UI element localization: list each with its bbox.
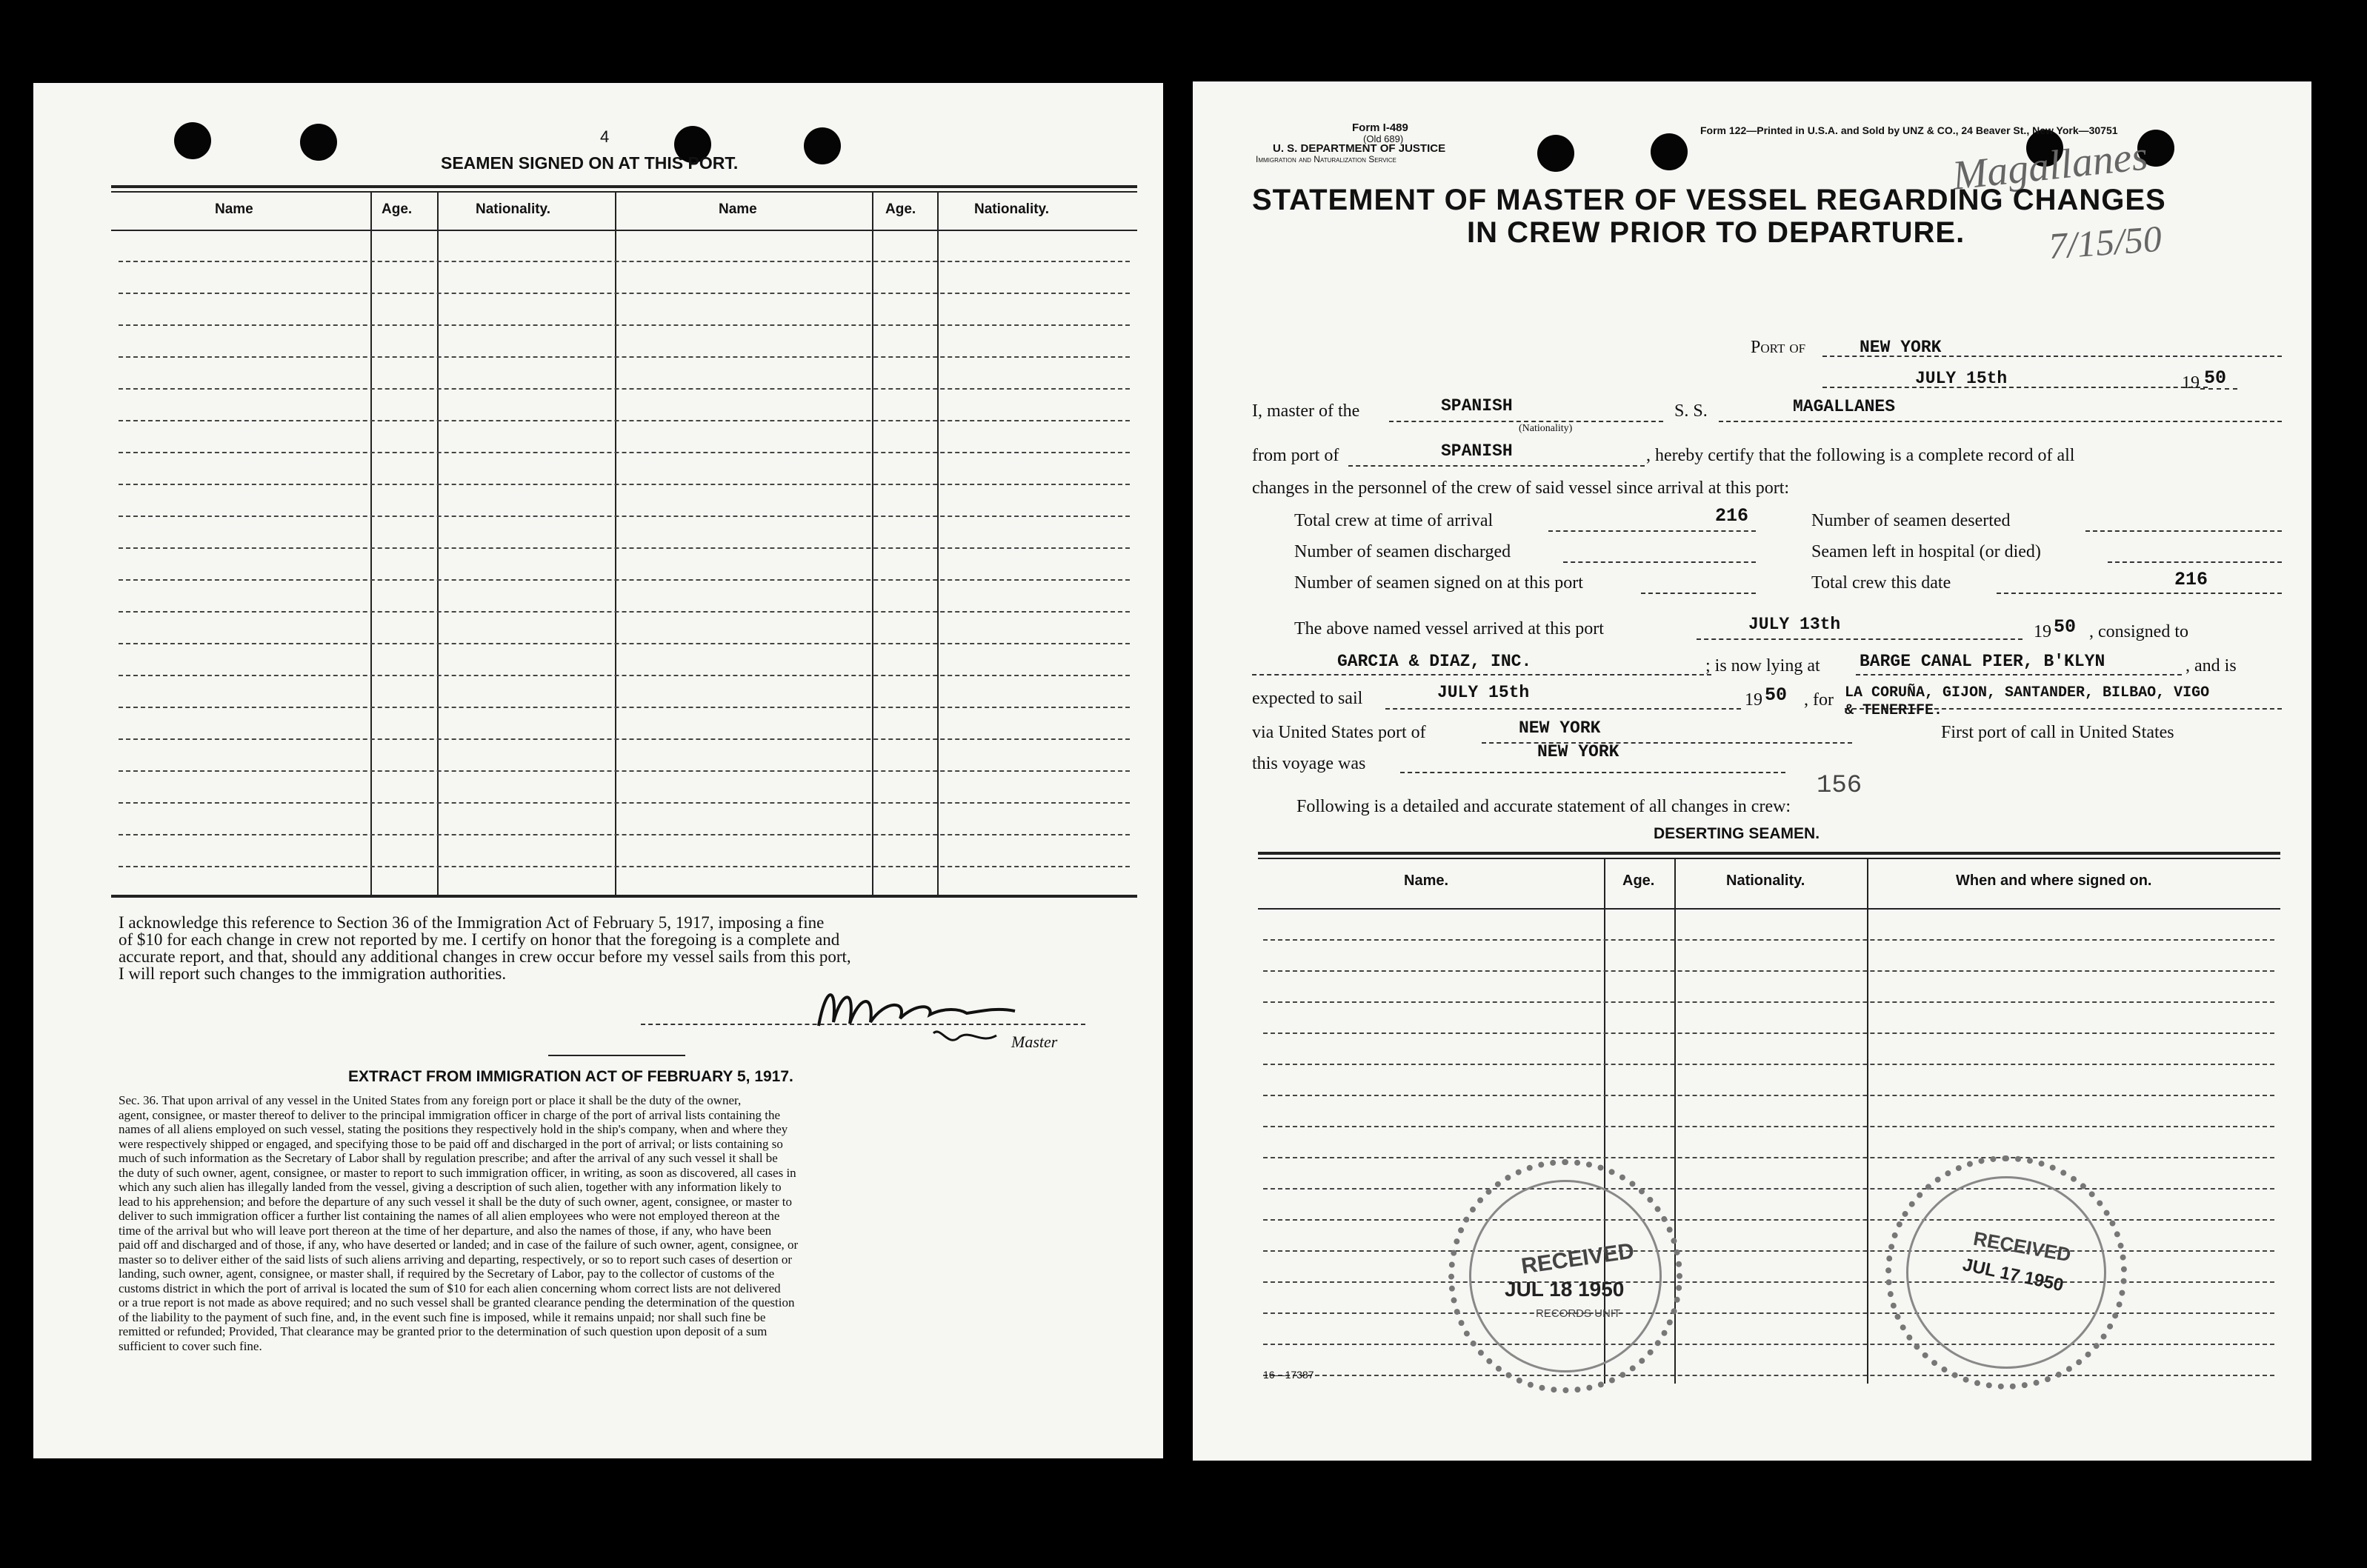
from-port-value: SPANISH [1441,441,1513,461]
extract-line: were respectively shipped or engaged, and specifying those to be paid off and discharged in the port of arrival; or lists containing so [119,1136,783,1151]
extract-line: the duty of such owner, agent, consignee, or master to report to such immigration officer, in writing, as soon as discovered, all cases in [119,1165,796,1180]
punch-hole [1651,133,1688,170]
table-row [119,324,1130,326]
deserting-header-signed-on: When and where signed on. [1956,873,2152,889]
table-row [119,707,1130,708]
table-row [119,675,1130,676]
total-crew-arrival-label: Total crew at time of arrival [1294,511,1494,530]
extract-line: deliver to such immigration officer a further list containing the names of all alien employees who were not employed thereon at the [119,1209,780,1223]
table-row [119,866,1130,867]
right-page [1193,81,2311,1461]
table-row [119,643,1130,644]
table-row [119,356,1130,358]
table-row [1263,1375,2274,1376]
table-row [119,770,1130,772]
signed-on-label: Number of seamen signed on at this port [1294,573,1583,593]
stamped-number: 156 [1817,772,1862,800]
and-is-label: , and is [2185,656,2237,675]
table-row [1263,1344,2274,1345]
extract-line: Sec. 36. That upon arrival of any vessel in the United States from any foreign port or place it shall be the duty of the owner, [119,1093,742,1107]
table-row [1263,1095,2274,1096]
table-row [119,834,1130,835]
discharged-label: Number of seamen discharged [1294,542,1511,561]
arrived-year-prefix: 19 [2034,622,2051,641]
handwritten-date: 7/15/50 [2047,217,2163,267]
deserted-label: Number of seamen deserted [1811,511,2011,530]
table-row [119,802,1130,804]
table-row [119,579,1130,581]
total-crew-arrival-value: 216 [1715,505,1749,527]
form-old-number: (Old 689) [1363,133,1404,144]
form-title-line1: STATEMENT OF MASTER OF VESSEL REGARDING CHANGES [1252,184,2166,216]
sail-year: 50 [1765,684,1788,706]
extract-line: much of such information as the Secretary of Labor shall by regulation prescribe; and after the arrival of any such vessel it shall be [119,1151,778,1165]
master-of-label: I, master of the [1252,401,1360,421]
table-row [1263,1157,2274,1158]
table-row [1263,1312,2274,1314]
signature-role: Master [1011,1032,1058,1051]
table-row [1263,1126,2274,1127]
form-title-line2: IN CREW PRIOR TO DEPARTURE. [1467,216,1965,249]
sail-year-prefix: 19 [1745,690,1762,710]
table-row [119,293,1130,294]
form-code: 16—17387 [1263,1369,1314,1381]
lying-location: BARGE CANAL PIER, B'KLYN [1860,652,2105,671]
extract-line: of the liability to the payment of such fine, and, in the event such fine is imposed, while it remains unpaid; nor shall such fine be [119,1310,766,1324]
extract-line: paid off and discharged and of those, if any, who have deserted or landed; and in case of the failure of such owner, agent, consignee, or [119,1238,799,1252]
left-page [33,83,1163,1458]
consignee-name: GARCIA & DIAZ, INC. [1337,652,1532,671]
lying-label: ; is now lying at [1705,656,1820,675]
destination-line2: & TENERIFE. [1845,702,1943,719]
total-crew-date-value: 216 [2174,569,2208,590]
nationality-caption: (Nationality) [1519,423,1573,434]
received-stamp: RECEIVED JUL 17 1950 [1885,1155,2127,1389]
table-row [119,611,1130,613]
table-row [119,516,1130,517]
deserting-header-age: Age. [1622,873,1655,889]
from-port-label: from port of [1252,446,1339,465]
for-label: , for [1804,690,1834,710]
extract-line: remitted or refunded; Provided, That clearance may be granted prior to the determination of such question upon deposit of a sum [119,1324,768,1338]
handwritten-vessel-name: Magallanes [1950,133,2150,199]
deserting-header-nationality: Nationality. [1726,873,1805,889]
sail-date: JULY 15th [1437,683,1530,702]
following-text: Following is a detailed and accurate statement of all changes in crew: [1296,797,1791,816]
extract-line: or a true report is not made as above required; and no such vessel shall be granted clearance pending the determination of the question [119,1295,795,1310]
table-row [1263,970,2274,972]
extract-title: EXTRACT FROM IMMIGRATION ACT OF FEBRUARY 5, 1917. [348,1068,793,1085]
extract-line: which any such alien has illegally landed from the vessel, giving a description of such alien, together with any information likely to [119,1180,782,1194]
column-header-name: Name [215,201,253,217]
table-row [1263,1032,2274,1034]
table-row [119,547,1130,549]
changes-text: changes in the personnel of the crew of said vessel since arrival at this port: [1252,478,1790,498]
form-number: Form I-489 [1352,121,1408,134]
certify-text: , hereby certify that the following is a complete record of all [1646,446,2075,465]
report-year: 50 [2204,367,2227,389]
table-row [1263,1001,2274,1003]
via-port: NEW YORK [1519,718,1601,738]
punch-hole [300,124,337,161]
column-header-age: Age. [382,201,413,217]
extract-line: lead to his apprehension; and before the departure of any such vessel it shall be the duty of such owner, agent, consignee, or master to [119,1194,793,1209]
vessel-name: MAGALLANES [1793,397,1896,416]
report-date: JULY 15th [1915,369,2008,388]
extract-line: customs district in which the port of arrival is located the sum of $10 for each alien concerning whom correct lists are not delivered [119,1281,781,1295]
section-title: SEAMEN SIGNED ON AT THIS PORT. [441,153,739,173]
voyage-label: this voyage was [1252,754,1366,773]
service-name: Immigration and Naturalization Service [1256,154,1396,164]
extract-line: time of the arrival but who will leave port thereon at the time of her departure, and also the names of those, if any, who have been [119,1223,772,1238]
port-of-label: Port of [1751,338,1806,357]
printer-line: Form 122—Printed in U.S.A. and Sold by UNZ & CO., 24 Beaver St., New York—30751 [1700,124,2118,136]
arrived-year: 50 [2054,616,2077,638]
arrived-date: JULY 13th [1748,615,1841,634]
port-of-value: NEW YORK [1860,338,1942,357]
certification-text: I acknowledge this reference to Section 36 of the Immigration Act of February 5, 1917, imposing a fine of $10 for each change in crew not reported by me. I certify on honor that the foregoing is a complete and accurate report, and that, should any additional changes in crew occur before my vessel sails from this port, I will report such changes to the immigration authorities. [119,913,851,983]
via-label: via United States port of [1252,723,1426,742]
table-row [119,420,1130,421]
consigned-label: , consigned to [2089,622,2188,641]
extract-line: master so to deliver either of the said lists of such aliens arriving and departing, respectively, or so to report such cases of desertion or [119,1252,793,1267]
year-prefix: 19 [2182,373,2200,393]
total-crew-date-label: Total crew this date [1811,573,1951,593]
punch-hole [804,127,841,164]
table-row [119,738,1130,740]
extract-line: names of all aliens employed on such vessel, stating the positions they respectively hold in the ship's company, when and where they [119,1122,788,1136]
table-row [1263,1064,2274,1065]
deserting-seamen-title: DESERTING SEAMEN. [1654,825,1820,842]
table-row [1263,1219,2274,1221]
column-header-nationality: Nationality. [974,201,1049,217]
expected-sail-label: expected to sail [1252,689,1363,708]
received-stamp-records-unit: RECEIVED JUL 18 1950 RECORDS UNIT [1448,1159,1682,1393]
department-name: U. S. DEPARTMENT OF JUSTICE [1273,142,1446,155]
extract-line: agent, consignee, or master thereof to deliver to the principal immigration officer in charge of the port of arrival lists containing the [119,1107,780,1122]
table-row [119,261,1130,262]
table-row [119,388,1130,390]
table-row [119,452,1130,453]
destination-line1: LA CORUÑA, GIJON, SANTANDER, BILBAO, VIGO [1845,684,2210,701]
column-header-name: Name [719,201,757,217]
hospital-label: Seamen left in hospital (or died) [1811,542,2041,561]
arrived-label: The above named vessel arrived at this port [1294,619,1604,638]
column-header-nationality: Nationality. [476,201,550,217]
vessel-nationality: SPANISH [1441,396,1513,416]
page-number: 4 [600,127,610,146]
table-row [119,484,1130,485]
column-header-age: Age. [885,201,916,217]
ss-label: S. S. [1674,401,1708,421]
table-row [1263,1188,2274,1190]
punch-hole [1537,135,1574,172]
extract-line: sufficient to cover such fine. [119,1338,262,1353]
extract-line: landing, such owner, agent, consignee, or master shall, if required by the Secretary of Labor, pay to the collector of customs of the [119,1267,775,1281]
voyage-port: NEW YORK [1537,742,1619,761]
punch-hole [174,122,211,159]
deserting-header-name: Name. [1404,873,1449,889]
table-row [1263,939,2274,941]
first-port-label: First port of call in United States [1941,723,2174,742]
extract-text [119,1093,1133,1353]
